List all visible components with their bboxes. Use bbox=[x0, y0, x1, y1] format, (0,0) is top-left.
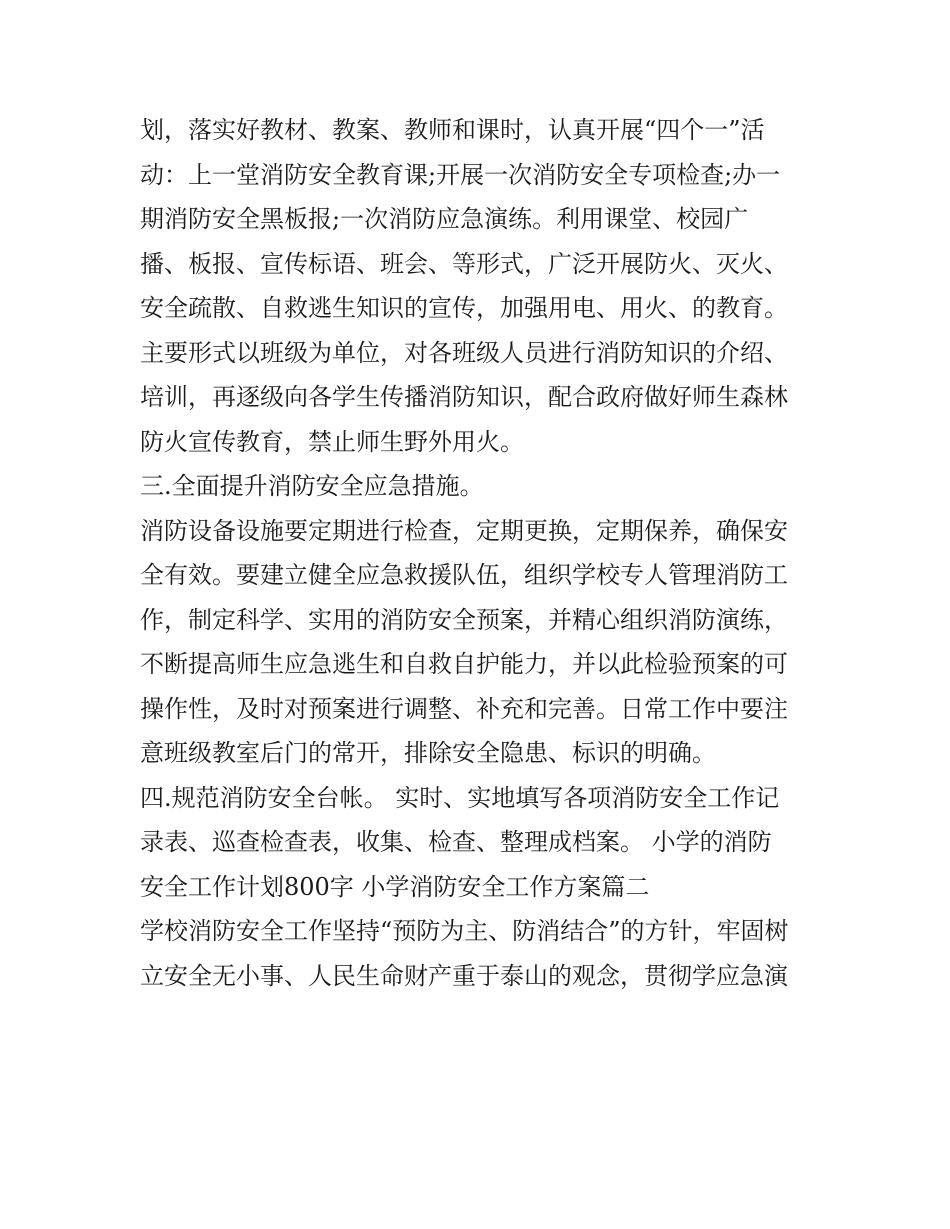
text-line: 录表、巡查检查表，收集、检查、整理成档案。 小学的消防 bbox=[140, 828, 772, 856]
text-line: 主要形式以班级为单位，对各班级人员进行消防知识的介绍、 bbox=[140, 338, 788, 367]
text-line: 全有效。要建立健全应急救援队伍，组织学校专人管理消防工 bbox=[140, 561, 788, 589]
text-line: 操作性，及时对预案进行调整、补充和完善。日常工作中要注 bbox=[140, 694, 788, 723]
text-line: 立安全无小事、人民生命财产重于泰山的观念，贯彻学应急演 bbox=[140, 961, 788, 990]
text-line: 播、板报、宣传标语、班会、等形式，广泛开展防火、灭火、 bbox=[140, 249, 788, 278]
text-line: 防火宣传教育，禁止师生野外用火。 bbox=[140, 427, 524, 456]
text-line: 动：上一堂消防安全教育课;开展一次消防安全专项检查;办一 bbox=[140, 160, 781, 189]
text-line: 培训，再逐级向各学生传播消防知识，配合政府做好师生森林 bbox=[140, 383, 788, 411]
section-heading: 四.规范消防安全台帐。 实时、实地填写各项消防安全工作记 bbox=[140, 783, 780, 812]
text-line: 意班级教室后门的常开，排除安全隐患、标识的明确。 bbox=[140, 739, 716, 767]
text-line: 划，落实好教材、教案、教师和课时，认真开展“四个一”活 bbox=[140, 116, 765, 144]
text-line: 作，制定科学、实用的消防安全预案，并精心组织消防演练， bbox=[140, 605, 788, 634]
text-line: 不断提高师生应急逃生和自救自护能力，并以此检验预案的可 bbox=[140, 650, 788, 678]
text-line: 安全疏散、自救逃生知识的宣传，加强用电、用火、的教育。 bbox=[140, 294, 788, 322]
text-line: 期消防安全黑板报;一次消防应急演练。利用课堂、校园广 bbox=[140, 205, 749, 233]
text-line: 安全工作计划800字 小学消防安全工作方案篇二 bbox=[140, 872, 650, 901]
text-line: 消防设备设施要定期进行检查，定期更换，定期保养，确保安 bbox=[140, 516, 788, 545]
section-heading: 三.全面提升消防安全应急措施。 bbox=[140, 472, 484, 500]
body-text bbox=[140, 108, 820, 998]
text-line: 学校消防安全工作坚持“预防为主、防消结合”的方针，牢固树 bbox=[140, 917, 789, 945]
